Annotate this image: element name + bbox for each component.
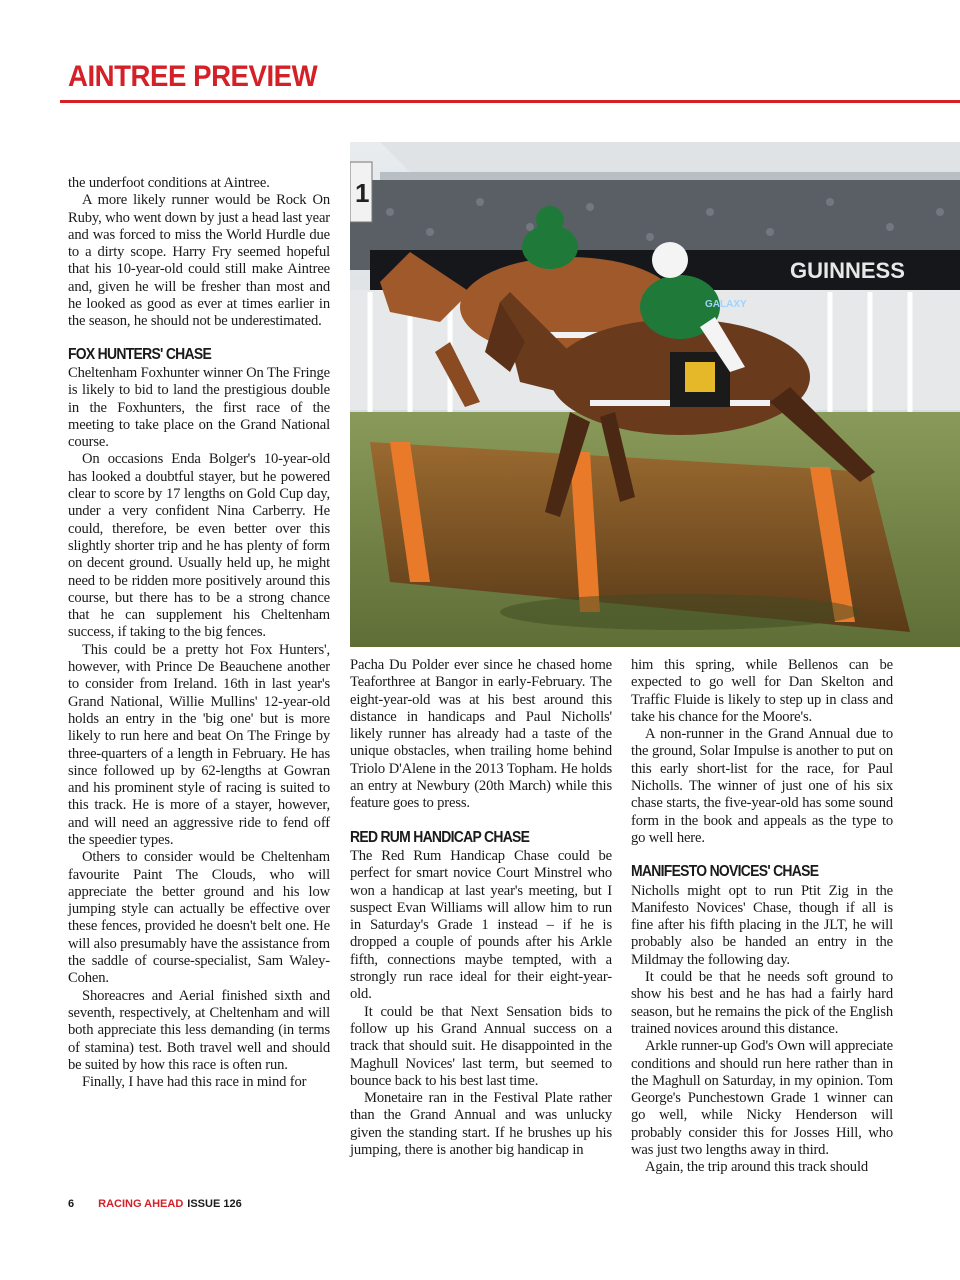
number-board-text: 1 — [355, 178, 370, 208]
paragraph: Cheltenham Foxhunter winner On The Fringe is likely to bid to land the prestigious double in the Foxhunters, the first race of the meeting to take place on the Grand National course. — [68, 364, 330, 451]
article-column-2 — [350, 657, 612, 1159]
subheading-fox-hunters-chase: FOX HUNTERS' CHASE — [68, 345, 212, 363]
paragraph: A non-runner in the Grand Annual due to the ground, Solar Impulse is another to put on this early short-list for the race, for Paul Nicholls. The winner of just one of his six chase starts, the five-year-old has some sound form in the book and appeals as the type to go well here. — [631, 726, 893, 846]
header-rule — [60, 100, 960, 103]
subheading-red-rum-handicap-chase: RED RUM HANDICAP CHASE — [350, 828, 530, 846]
section-title: AINTREE PREVIEW — [68, 60, 318, 93]
paragraph: Monetaire ran in the Festival Plate rather than the Grand Annual and was unlucky given the standing start. If he brushes up his jumping, there is another big handicap in — [350, 1090, 612, 1159]
silks-text: GALAXY — [705, 299, 747, 310]
horses-jumping-hurdle-image — [350, 142, 960, 647]
paragraph: This could be a pretty hot Fox Hunters', however, with Prince De Beauchene another to consider from Ireland. 16th in last year's Grand National, Willie Mullins' 12-year-old holds an entry in the 'big one' but is more likely to run here and beat On The Fringe by three-quarters of a length in February. He has since followed up by 62-lengths at Gowran and his prominent style of racing is suited to this track. He is more of a stayer, however, and will need an aggressive ride to fend off the speedier types. — [68, 641, 330, 848]
paragraph: the underfoot conditions at Aintree. — [68, 175, 270, 191]
paragraph: Again, the trip around this track should — [645, 1159, 868, 1176]
paragraph: It could be that Next Sensation bids to follow up his Grand Annual success on a track that should suit. He disappointed in the Maghull Novices' last term, but seemed to bounce back to his best last time. — [350, 1003, 612, 1089]
paragraph: Arkle runner-up God's Own will appreciate conditions and should run here rather than in the Maghull on Saturday, in my opinion. Tom George's Punchestown Grade 1 winner can go well, while Nicky Henderson will probably consider this for Josses Hill, who was just two lengths away in third. — [631, 1038, 893, 1159]
page-number: 6 — [68, 1198, 75, 1210]
paragraph: Pacha Du Polder ever since he chased home Teaforthree at Bangor in early-February. The eight-year-old was at his best around this distance in handicaps and Paul Nicholls' likely runner has already had a taste of the unique obstacles, when trailing home behind Triolo D'Alene in the 2013 Topham. He holds an entry at Newbury (20th March) while this feature goes to press. — [350, 657, 612, 812]
sponsor-text: GUINNESS — [790, 258, 905, 283]
issue-number: ISSUE 126 — [187, 1198, 242, 1210]
paragraph: Others to consider would be Cheltenham favourite Paint The Clouds, who will appreciate the better ground and his low jumping style can actually be effective over these fences, provided he doesn't belt one. He will also presumably have the assistance from the saddle of course-specialist, Sam Waley-Cohen. — [68, 849, 330, 987]
subheading-manifesto-novices-chase: MANIFESTO NOVICES' CHASE — [631, 863, 819, 881]
page-footer — [68, 1198, 242, 1210]
paragraph: On occasions Enda Bolger's 10-year-old has looked a doubtful stayer, but he powered clear to score by 17 lengths on Gold Cup day, under a very confident Nina Carberry. He could, therefore, be even better over this slightly shorter trip and he has plenty of form on decent ground. Usually held up, he might need to be ridden more positively around this course, but there has to be a strong chance that he can supplement his Cheltenham success, if taking to the big fences. — [68, 451, 330, 641]
paragraph: Shoreacres and Aerial finished sixth and seventh, respectively, at Cheltenham and will both appreciate this less demanding (in terms of stamina) test. Both travel well and should be suited by how this race is often run. — [68, 987, 330, 1073]
magazine-name: RACING AHEAD — [98, 1198, 184, 1210]
paragraph: Finally, I have had this race in mind for — [82, 1074, 307, 1091]
article-column-3 — [631, 657, 893, 1177]
paragraph: A more likely runner would be Rock On Ruby, who went down by just a head last year and was forced to miss the World Hurdle due to a dirty scope. Harry Fry seemed hopeful that his 10-year-old could still make Aintree and, given he will be fresher than most and he looked as good as ever at times earlier in the season, he should not be underestimated. — [68, 192, 330, 330]
paragraph: It could be that he needs soft ground to show his best and he has had a fairly hard season, but he remains the pick of the English trained novices around this distance. — [631, 969, 893, 1037]
paragraph: Nicholls might opt to run Ptit Zig in the Manifesto Novices' Chase, though if all is fine after his fifth placing in the JLT, he will probably also be handed an entry in the Mildmay the following day. — [631, 882, 893, 968]
article-column-1 — [68, 175, 330, 1091]
paragraph: him this spring, while Bellenos can be expected to go well for Dan Skelton and Traffic Fluide is likely to step up in class and take his chance for the Moore's. — [631, 657, 893, 725]
paragraph: The Red Rum Handicap Chase could be perfect for smart novice Court Minstrel who won a handicap at last year's meeting, but I suspect Evan Williams will allow him to run in Saturday's Grade 1 instead – if he is dropped a couple of pounds after his Arkle fifth, connections maybe tempted, with a strongly run race ideal for their eight-year-old. — [350, 847, 612, 1003]
race-photo — [350, 142, 960, 647]
